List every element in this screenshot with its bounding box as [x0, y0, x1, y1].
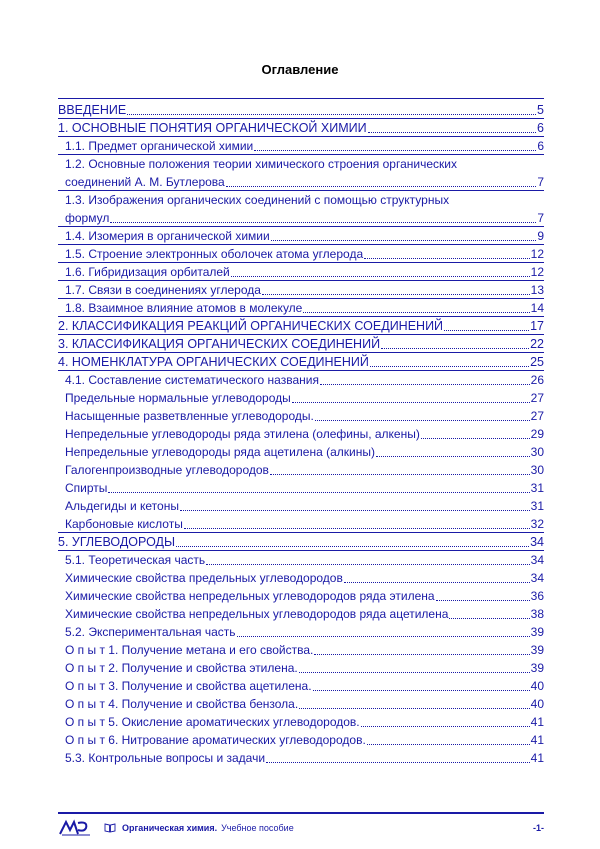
toc-entry[interactable]: [58, 605, 544, 623]
dot-leader: [226, 186, 537, 187]
dot-leader: [108, 492, 529, 493]
toc-entry-page: 31: [530, 481, 544, 495]
dot-leader: [370, 366, 529, 367]
toc-entry-page: 40: [530, 679, 544, 693]
toc-entry[interactable]: [58, 461, 544, 479]
toc-entry-page: 22: [530, 337, 544, 351]
toc-entry[interactable]: [58, 227, 544, 245]
toc-entry-title: Непредельные углеводороды ряда этилена (олефины, алкены): [65, 427, 420, 441]
toc-entry-title: 2. КЛАССИФИКАЦИЯ РЕАКЦИЙ ОРГАНИЧЕСКИХ СОЕДИНЕНИЙ: [58, 319, 444, 333]
dot-leader: [127, 114, 536, 115]
footer: [58, 818, 544, 838]
dot-leader: [231, 276, 530, 277]
toc-entry[interactable]: [58, 335, 544, 353]
dot-leader: [271, 240, 537, 241]
dot-leader: [381, 348, 529, 349]
toc-entry[interactable]: [58, 425, 544, 443]
toc-entry-title: 5.2. Экспериментальная часть: [65, 625, 236, 639]
dot-leader: [176, 546, 529, 547]
toc-entry-page: 12: [530, 265, 544, 279]
dot-leader: [436, 600, 530, 601]
toc-entry-page: 38: [530, 607, 544, 621]
toc-entry-page: 40: [530, 697, 544, 711]
toc-entry[interactable]: [58, 119, 544, 137]
toc-entry-page: 25: [530, 355, 544, 369]
toc-entry-page: 27: [530, 409, 544, 423]
toc-entry[interactable]: [58, 407, 544, 425]
dot-leader: [320, 384, 530, 385]
toc-entry-page: 31: [530, 499, 544, 513]
toc-entry[interactable]: [58, 155, 544, 191]
page-title: Оглавление: [261, 62, 339, 77]
toc-entry[interactable]: [58, 623, 544, 641]
toc-entry-page: 27: [530, 391, 544, 405]
toc-entry[interactable]: [58, 515, 544, 533]
toc-entry-title: Альдегиды и кетоны: [65, 499, 179, 513]
toc-entry-title: 1.1. Предмет органической химии: [65, 139, 254, 153]
dot-leader: [368, 132, 536, 133]
toc-entry[interactable]: [58, 263, 544, 281]
title-divider: [58, 98, 544, 99]
toc-entry[interactable]: [58, 749, 544, 767]
toc-entry-title: Спирты: [65, 481, 108, 495]
toc-entry-title: Карбоновые кислоты: [65, 517, 183, 531]
dot-leader: [270, 474, 530, 475]
dot-leader: [421, 438, 530, 439]
toc-entry-title: 1. ОСНОВНЫЕ ПОНЯТИЯ ОРГАНИЧЕСКОЙ ХИМИИ: [58, 121, 367, 135]
toc-entry-page: 26: [530, 373, 544, 387]
toc-entry-title-line2: соединений А. М. Бутлерова: [65, 175, 225, 189]
dot-leader: [303, 312, 529, 313]
toc-entry-page: 34: [530, 535, 544, 549]
toc-entry-page: 9: [537, 229, 544, 243]
toc-entry-title: 1.8. Взаимное влияние атомов в молекуле: [65, 301, 303, 315]
dot-leader: [180, 510, 530, 511]
dot-leader: [299, 708, 529, 709]
toc-entry[interactable]: [58, 551, 544, 569]
footer-page-number: -1-: [533, 823, 544, 833]
university-logo-icon: [58, 819, 94, 837]
toc-entry-page: 5: [537, 103, 544, 117]
toc-entry[interactable]: [58, 641, 544, 659]
dot-leader: [344, 582, 530, 583]
toc-entry-page: 7: [537, 175, 544, 189]
toc-entry-title: О п ы т 1. Получение метана и его свойства.: [65, 643, 314, 657]
toc-entry-page: 39: [530, 625, 544, 639]
toc-entry-page: 30: [530, 445, 544, 459]
toc-entry[interactable]: [58, 497, 544, 515]
toc-entry-page: 34: [530, 553, 544, 567]
dot-leader: [266, 762, 530, 763]
toc-entry-page: 39: [530, 643, 544, 657]
toc-entry[interactable]: [58, 677, 544, 695]
toc-entry-title: 1.7. Связи в соединениях углерода: [65, 283, 261, 297]
toc-entry-title: ВВЕДЕНИЕ: [58, 103, 127, 117]
toc-entry-title: О п ы т 3. Получение и свойства ацетилена.: [65, 679, 312, 693]
toc-entry-title: 5.3. Контрольные вопросы и задачи: [65, 751, 266, 765]
dot-leader: [299, 672, 530, 673]
toc-entry-title: Галогенпроизводные углеводородов: [65, 463, 269, 477]
toc-entry-title: Химические свойства непредельных углеводородов ряда ацетилена: [65, 607, 449, 621]
toc-entry[interactable]: [58, 731, 544, 749]
toc-entry-title: 1.6. Гибридизация орбиталей: [65, 265, 230, 279]
toc-entry[interactable]: [58, 713, 544, 731]
toc-entry[interactable]: [58, 317, 544, 335]
toc-entry-title: Химические свойства предельных углеводородов: [65, 571, 343, 585]
toc-entry-title: О п ы т 4. Получение и свойства бензола.: [65, 697, 299, 711]
toc-entry[interactable]: [58, 533, 544, 551]
dot-leader: [313, 690, 530, 691]
table-of-contents: [58, 101, 544, 767]
toc-entry-title: О п ы т 2. Получение и свойства этилена.: [65, 661, 298, 675]
toc-entry-page: 30: [530, 463, 544, 477]
toc-entry-page: 41: [530, 733, 544, 747]
footer-subtitle: Учебное пособие: [221, 823, 294, 833]
dot-leader: [262, 294, 530, 295]
toc-entry[interactable]: [58, 191, 544, 227]
toc-entry-title: Насыщенные разветвленные углеводороды.: [65, 409, 314, 423]
toc-entry[interactable]: [58, 479, 544, 497]
toc-entry-title: 5. УГЛЕВОДОРОДЫ: [58, 535, 176, 549]
toc-entry-title: 3. КЛАССИФИКАЦИЯ ОРГАНИЧЕСКИХ СОЕДИНЕНИЙ: [58, 337, 381, 351]
toc-entry-page: 14: [530, 301, 544, 315]
toc-entry-page: 13: [530, 283, 544, 297]
toc-entry-page: 41: [530, 715, 544, 729]
toc-entry-title: 1.4. Изомерия в органической химии: [65, 229, 270, 243]
toc-entry-page: 36: [530, 589, 544, 603]
footer-divider: [58, 812, 544, 814]
toc-entry-page: 7: [537, 211, 544, 225]
toc-entry[interactable]: [58, 443, 544, 461]
toc-entry-title: 5.1. Теоретическая часть: [65, 553, 206, 567]
dot-leader: [367, 744, 530, 745]
toc-entry-page: 34: [530, 571, 544, 585]
toc-entry-title-line1: 1.2. Основные положения теории химического строения органических: [65, 157, 457, 171]
toc-entry-page: 39: [530, 661, 544, 675]
dot-leader: [292, 402, 530, 403]
toc-entry[interactable]: [58, 245, 544, 263]
toc-entry[interactable]: [58, 587, 544, 605]
toc-entry-page: 41: [530, 751, 544, 765]
toc-entry-title: 4. НОМЕНКЛАТУРА ОРГАНИЧЕСКИХ СОЕДИНЕНИЙ: [58, 355, 369, 369]
toc-entry[interactable]: [58, 695, 544, 713]
toc-entry-title: Химические свойства непредельных углеводородов ряда этилена: [65, 589, 435, 603]
dot-leader: [449, 618, 529, 619]
toc-entry-title: О п ы т 5. Окисление ароматических углеводородов.: [65, 715, 360, 729]
toc-entry[interactable]: [58, 659, 544, 677]
toc-entry[interactable]: [58, 101, 544, 119]
toc-entry[interactable]: [58, 281, 544, 299]
toc-entry[interactable]: [58, 299, 544, 317]
dot-leader: [444, 330, 529, 331]
toc-entry-title-line2: формул: [65, 211, 110, 225]
toc-entry-page: 17: [530, 319, 544, 333]
dot-leader: [206, 564, 530, 565]
dot-leader: [237, 636, 530, 637]
toc-entry-page: 6: [537, 139, 544, 153]
toc-entry-page: 12: [530, 247, 544, 261]
toc-entry-page: 29: [530, 427, 544, 441]
toc-entry-title: О п ы т 6. Нитрование ароматических углеводородов.: [65, 733, 366, 747]
toc-entry-title: Предельные нормальные углеводороды: [65, 391, 291, 405]
dot-leader: [254, 150, 536, 151]
toc-entry[interactable]: [58, 353, 544, 371]
toc-entry-title: 1.5. Строение электронных оболочек атома углерода: [65, 247, 364, 261]
book-icon: [104, 823, 116, 833]
footer-subject: Органическая химия.: [122, 823, 218, 833]
toc-entry[interactable]: [58, 389, 544, 407]
toc-entry[interactable]: [58, 569, 544, 587]
dot-leader: [364, 258, 530, 259]
dot-leader: [315, 420, 530, 421]
dot-leader: [376, 456, 530, 457]
toc-entry-title: Непредельные углеводороды ряда ацетилена (алкины): [65, 445, 375, 459]
toc-entry[interactable]: [58, 371, 544, 389]
dot-leader: [361, 726, 530, 727]
dot-leader: [110, 222, 536, 223]
toc-entry[interactable]: [58, 137, 544, 155]
toc-entry-title-line1: 1.3. Изображения органических соединений с помощью структурных: [65, 193, 450, 207]
dot-leader: [314, 654, 529, 655]
toc-entry-page: 32: [530, 517, 544, 531]
toc-entry-title: 4.1. Составление систематического названия: [65, 373, 319, 387]
dot-leader: [184, 528, 530, 529]
toc-entry-page: 6: [537, 121, 544, 135]
